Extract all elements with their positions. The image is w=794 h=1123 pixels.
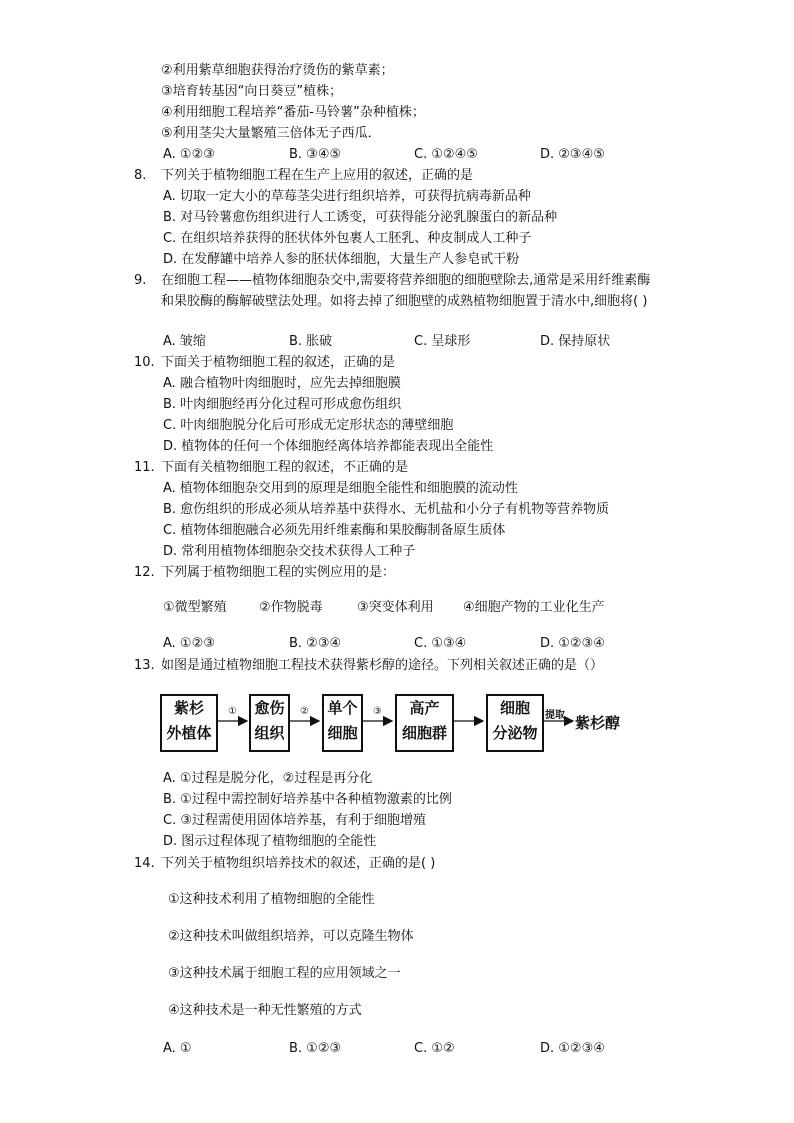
q10-choice-d[interactable]: D. 植物体的任何一个体细胞经离体培养都能表现出全能性 bbox=[163, 439, 494, 454]
q13-choice-c[interactable]: C. ③过程需使用固体培养基，有利于细胞增殖 bbox=[163, 813, 426, 828]
flow-box-callus bbox=[249, 694, 290, 752]
q7-item-4: ④利用细胞工程培养“番茄-马铃薯”杂种植株； bbox=[161, 105, 425, 120]
q11-choice-c[interactable]: C. 植物体细胞融合必须先用纤维素酶和果胶酶制备原生质体 bbox=[163, 523, 506, 538]
flow-box-callus-line2: 组织 bbox=[254, 724, 285, 742]
q14-item-1: ①这种技术利用了植物细胞的全能性 bbox=[168, 892, 375, 907]
q9-option-b[interactable]: B. 胀破 bbox=[289, 334, 333, 349]
flow-label-3: ③ bbox=[373, 706, 382, 717]
q9-options bbox=[163, 333, 683, 351]
q12-option-a[interactable]: A. ①②③ bbox=[163, 636, 215, 651]
q10-stem: 下面关于植物细胞工程的叙述，正确的是 bbox=[161, 355, 396, 370]
q7-option-b[interactable]: B. ③④⑤ bbox=[289, 147, 342, 162]
q12-number: 12. bbox=[134, 565, 155, 580]
q10-choice-c[interactable]: C. 叶肉细胞脱分化后可形成无定形状态的薄壁细胞 bbox=[163, 418, 454, 433]
q8-choice-b[interactable]: B. 对马铃薯愈伤组织进行人工诱变，可获得能分泌乳腺蛋白的新品种 bbox=[163, 210, 558, 225]
q8-number: 8. bbox=[134, 168, 147, 183]
q11-stem: 下面有关植物细胞工程的叙述，不正确的是 bbox=[161, 460, 409, 475]
flow-box-explant-line1: 紫杉 bbox=[173, 699, 204, 717]
q9-stem: 在细胞工程——植物体细胞杂交中,需要将营养细胞的细胞壁除去,通常是采用纤维素酶和果胶酶的酶解破壁法处理。如将去掉了细胞壁的成熟植物细胞置于清水中,细胞将( ) bbox=[161, 273, 651, 309]
q13-choice-a[interactable]: A. ①过程是脱分化，②过程是再分化 bbox=[163, 771, 373, 786]
q12-options bbox=[163, 635, 683, 653]
q7-options bbox=[163, 146, 683, 164]
q12-option-c[interactable]: C. ①③④ bbox=[414, 636, 467, 651]
flow-box-secretion-line1: 细胞 bbox=[499, 699, 530, 717]
flow-box-high-yield-cells bbox=[395, 694, 454, 752]
q8-stem: 下列关于植物细胞工程在生产上应用的叙述，正确的是 bbox=[161, 168, 474, 183]
flow-box-high-yield-line1: 高产 bbox=[409, 699, 440, 717]
q14-stem: 下列关于植物组织培养技术的叙述，正确的是( ) bbox=[161, 856, 436, 871]
q10-choice-a[interactable]: A. 融合植物叶肉细胞时，应先去掉细胞膜 bbox=[163, 376, 401, 391]
q7-option-c[interactable]: C. ①②④⑤ bbox=[414, 147, 478, 162]
flow-box-high-yield-line2: 细胞群 bbox=[401, 724, 447, 742]
q9-option-c[interactable]: C. 呈球形 bbox=[414, 334, 471, 349]
q8-choice-d[interactable]: D. 在发酵罐中培养人参的胚状体细胞，大量生产人参皂甙干粉 bbox=[163, 252, 520, 267]
q8-choice-a[interactable]: A. 切取一定大小的草莓茎尖进行组织培养，可获得抗病毒新品种 bbox=[163, 189, 531, 204]
q12-stem: 下列属于植物细胞工程的实例应用的是： bbox=[161, 565, 396, 580]
q9-number: 9. bbox=[134, 273, 147, 288]
q7-item-2: ②利用紫草细胞获得治疗烫伤的紫草素； bbox=[161, 63, 394, 78]
q11-number: 11. bbox=[134, 460, 155, 475]
q14-item-3: ③这种技术属于细胞工程的应用领域之一 bbox=[168, 966, 401, 981]
q7-option-a[interactable]: A. ①②③ bbox=[163, 147, 215, 162]
q14-option-d[interactable]: D. ①②③④ bbox=[540, 1041, 605, 1056]
q9-option-a[interactable]: A. 皱缩 bbox=[163, 334, 206, 349]
flow-final-product: 紫杉醇 bbox=[575, 714, 621, 732]
flow-box-explant bbox=[160, 694, 218, 752]
q14-option-c[interactable]: C. ①② bbox=[414, 1041, 455, 1056]
flow-label-1: ① bbox=[228, 706, 237, 717]
q12-item-3: ③突变体利用 bbox=[357, 600, 434, 615]
flow-box-explant-line2: 外植体 bbox=[166, 724, 212, 742]
flow-box-secretion-line2: 分泌物 bbox=[492, 724, 538, 742]
q7-item-3: ③培育转基因“向日葵豆”植株； bbox=[161, 84, 343, 99]
q13-number: 13. bbox=[134, 658, 155, 673]
q9-option-d[interactable]: D. 保持原状 bbox=[540, 334, 611, 349]
flow-label-extract: 提取 bbox=[545, 710, 565, 721]
q10-number: 10. bbox=[134, 355, 155, 370]
q12-item-2: ②作物脱毒 bbox=[259, 600, 323, 615]
q14-item-4: ④这种技术是一种无性繁殖的方式 bbox=[168, 1003, 362, 1018]
q10-choice-b[interactable]: B. 叶肉细胞经再分化过程可形成愈伤组织 bbox=[163, 397, 402, 412]
flow-box-secretion bbox=[486, 694, 544, 752]
q11-choice-b[interactable]: B. 愈伤组织的形成必须从培养基中获得水、无机盐和小分子有机物等营养物质 bbox=[163, 502, 610, 517]
q14-item-2: ②这种技术叫做组织培养，可以克隆生物体 bbox=[168, 929, 414, 944]
q13-choice-b[interactable]: B. ①过程中需控制好培养基中各种植物激素的比例 bbox=[163, 792, 452, 807]
q13-stem: 如图是通过植物细胞工程技术获得紫杉醇的途径。下列相关叙述正确的是（） bbox=[161, 658, 604, 673]
q8-choice-c[interactable]: C. 在组织培养获得的胚状体外包裹人工胚乳、种皮制成人工种子 bbox=[163, 231, 532, 246]
q12-option-b[interactable]: B. ②③④ bbox=[289, 636, 342, 651]
taxol-flow-diagram bbox=[160, 690, 630, 756]
q12-item-4: ④细胞产物的工业化生产 bbox=[463, 600, 605, 615]
q11-choice-d[interactable]: D. 常利用植物体细胞杂交技术获得人工种子 bbox=[163, 544, 416, 559]
flow-box-single-cell-line1: 单个 bbox=[327, 699, 358, 717]
flow-box-single-cell-line2: 细胞 bbox=[327, 724, 358, 742]
q14-number: 14. bbox=[134, 856, 155, 871]
q7-option-d[interactable]: D. ②③④⑤ bbox=[540, 147, 605, 162]
q14-option-b[interactable]: B. ①②③ bbox=[289, 1041, 342, 1056]
q14-options bbox=[163, 1040, 683, 1058]
q7-item-5: ⑤利用茎尖大量繁殖三倍体无子西瓜． bbox=[161, 126, 381, 141]
q11-choice-a[interactable]: A. 植物体细胞杂交用到的原理是细胞全能性和细胞膜的流动性 bbox=[163, 481, 518, 496]
q12-option-d[interactable]: D. ①②③④ bbox=[540, 636, 605, 651]
q13-choice-d[interactable]: D. 图示过程体现了植物细胞的全能性 bbox=[163, 834, 377, 849]
flow-label-2: ② bbox=[300, 706, 309, 717]
q12-item-1: ①微型繁殖 bbox=[163, 600, 227, 615]
flow-box-callus-line1: 愈伤 bbox=[254, 699, 285, 717]
q14-option-a[interactable]: A. ① bbox=[163, 1041, 192, 1056]
flow-box-single-cell bbox=[322, 694, 363, 752]
